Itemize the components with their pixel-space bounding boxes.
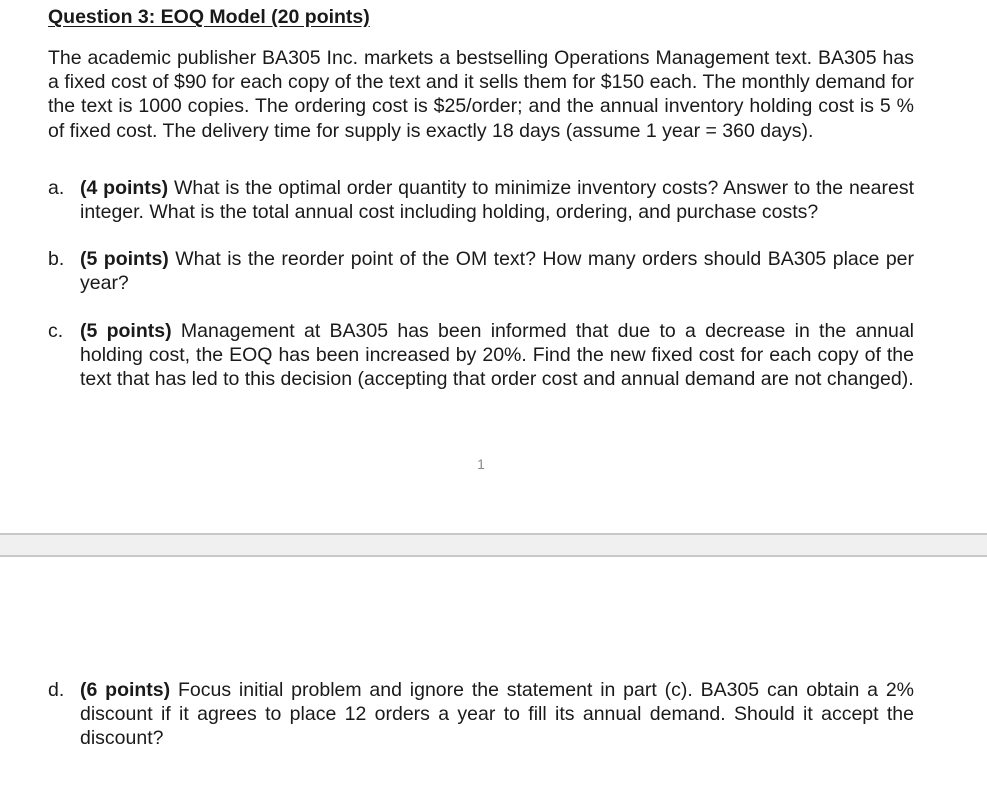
part-a-letter: a.	[48, 177, 65, 199]
part-d-letter: d.	[48, 679, 65, 701]
part-a-points: (4 points)	[80, 177, 169, 199]
page-number: 1	[477, 456, 485, 472]
part-b-text: What is the reorder point of the OM text? How many orders should BA305 place per year?	[80, 248, 915, 295]
part-b	[48, 247, 914, 295]
part-c-letter: c.	[48, 320, 64, 342]
part-d	[48, 678, 914, 751]
part-b-letter: b.	[48, 248, 65, 270]
part-a-text: What is the optimal order quantity to minimize inventory costs? Answer to the nearest integer. What is the total annual cost including holding, ordering, and purchase costs?	[80, 177, 914, 224]
part-c-text: Management at BA305 has been informed that due to a decrease in the annual holding cost, the EOQ has been increased by 20%. Find the new fixed cost for each copy of the text that has led to this decision (accepting that order cost and annual demand are not changed).	[80, 320, 914, 391]
part-b-points: (5 points)	[80, 248, 169, 270]
question-title: Question 3: EOQ Model (20 points)	[48, 6, 370, 28]
page-separator	[0, 533, 987, 557]
part-d-text: Focus initial problem and ignore the statement in part (c). BA305 can obtain a 2% discount if it agrees to place 12 orders a year to fill its annual demand. Should it accept the discount?	[80, 679, 915, 750]
document-page-2	[0, 557, 987, 792]
part-a	[48, 176, 914, 224]
part-d-points: (6 points)	[80, 679, 171, 701]
question-intro: The academic publisher BA305 Inc. markets a bestselling Operations Management text. BA305 has a fixed cost of $90 for each copy of the text and it sells them for $150 each. The monthly demand for the text is 1000 copies. The ordering cost is $25/order; and the annual inventory holding cost is 5 % of fixed cost. The delivery time for supply is exactly 18 days (assume 1 year = 360 days).	[48, 47, 914, 142]
part-c	[48, 319, 914, 392]
part-c-points: (5 points)	[80, 320, 172, 342]
